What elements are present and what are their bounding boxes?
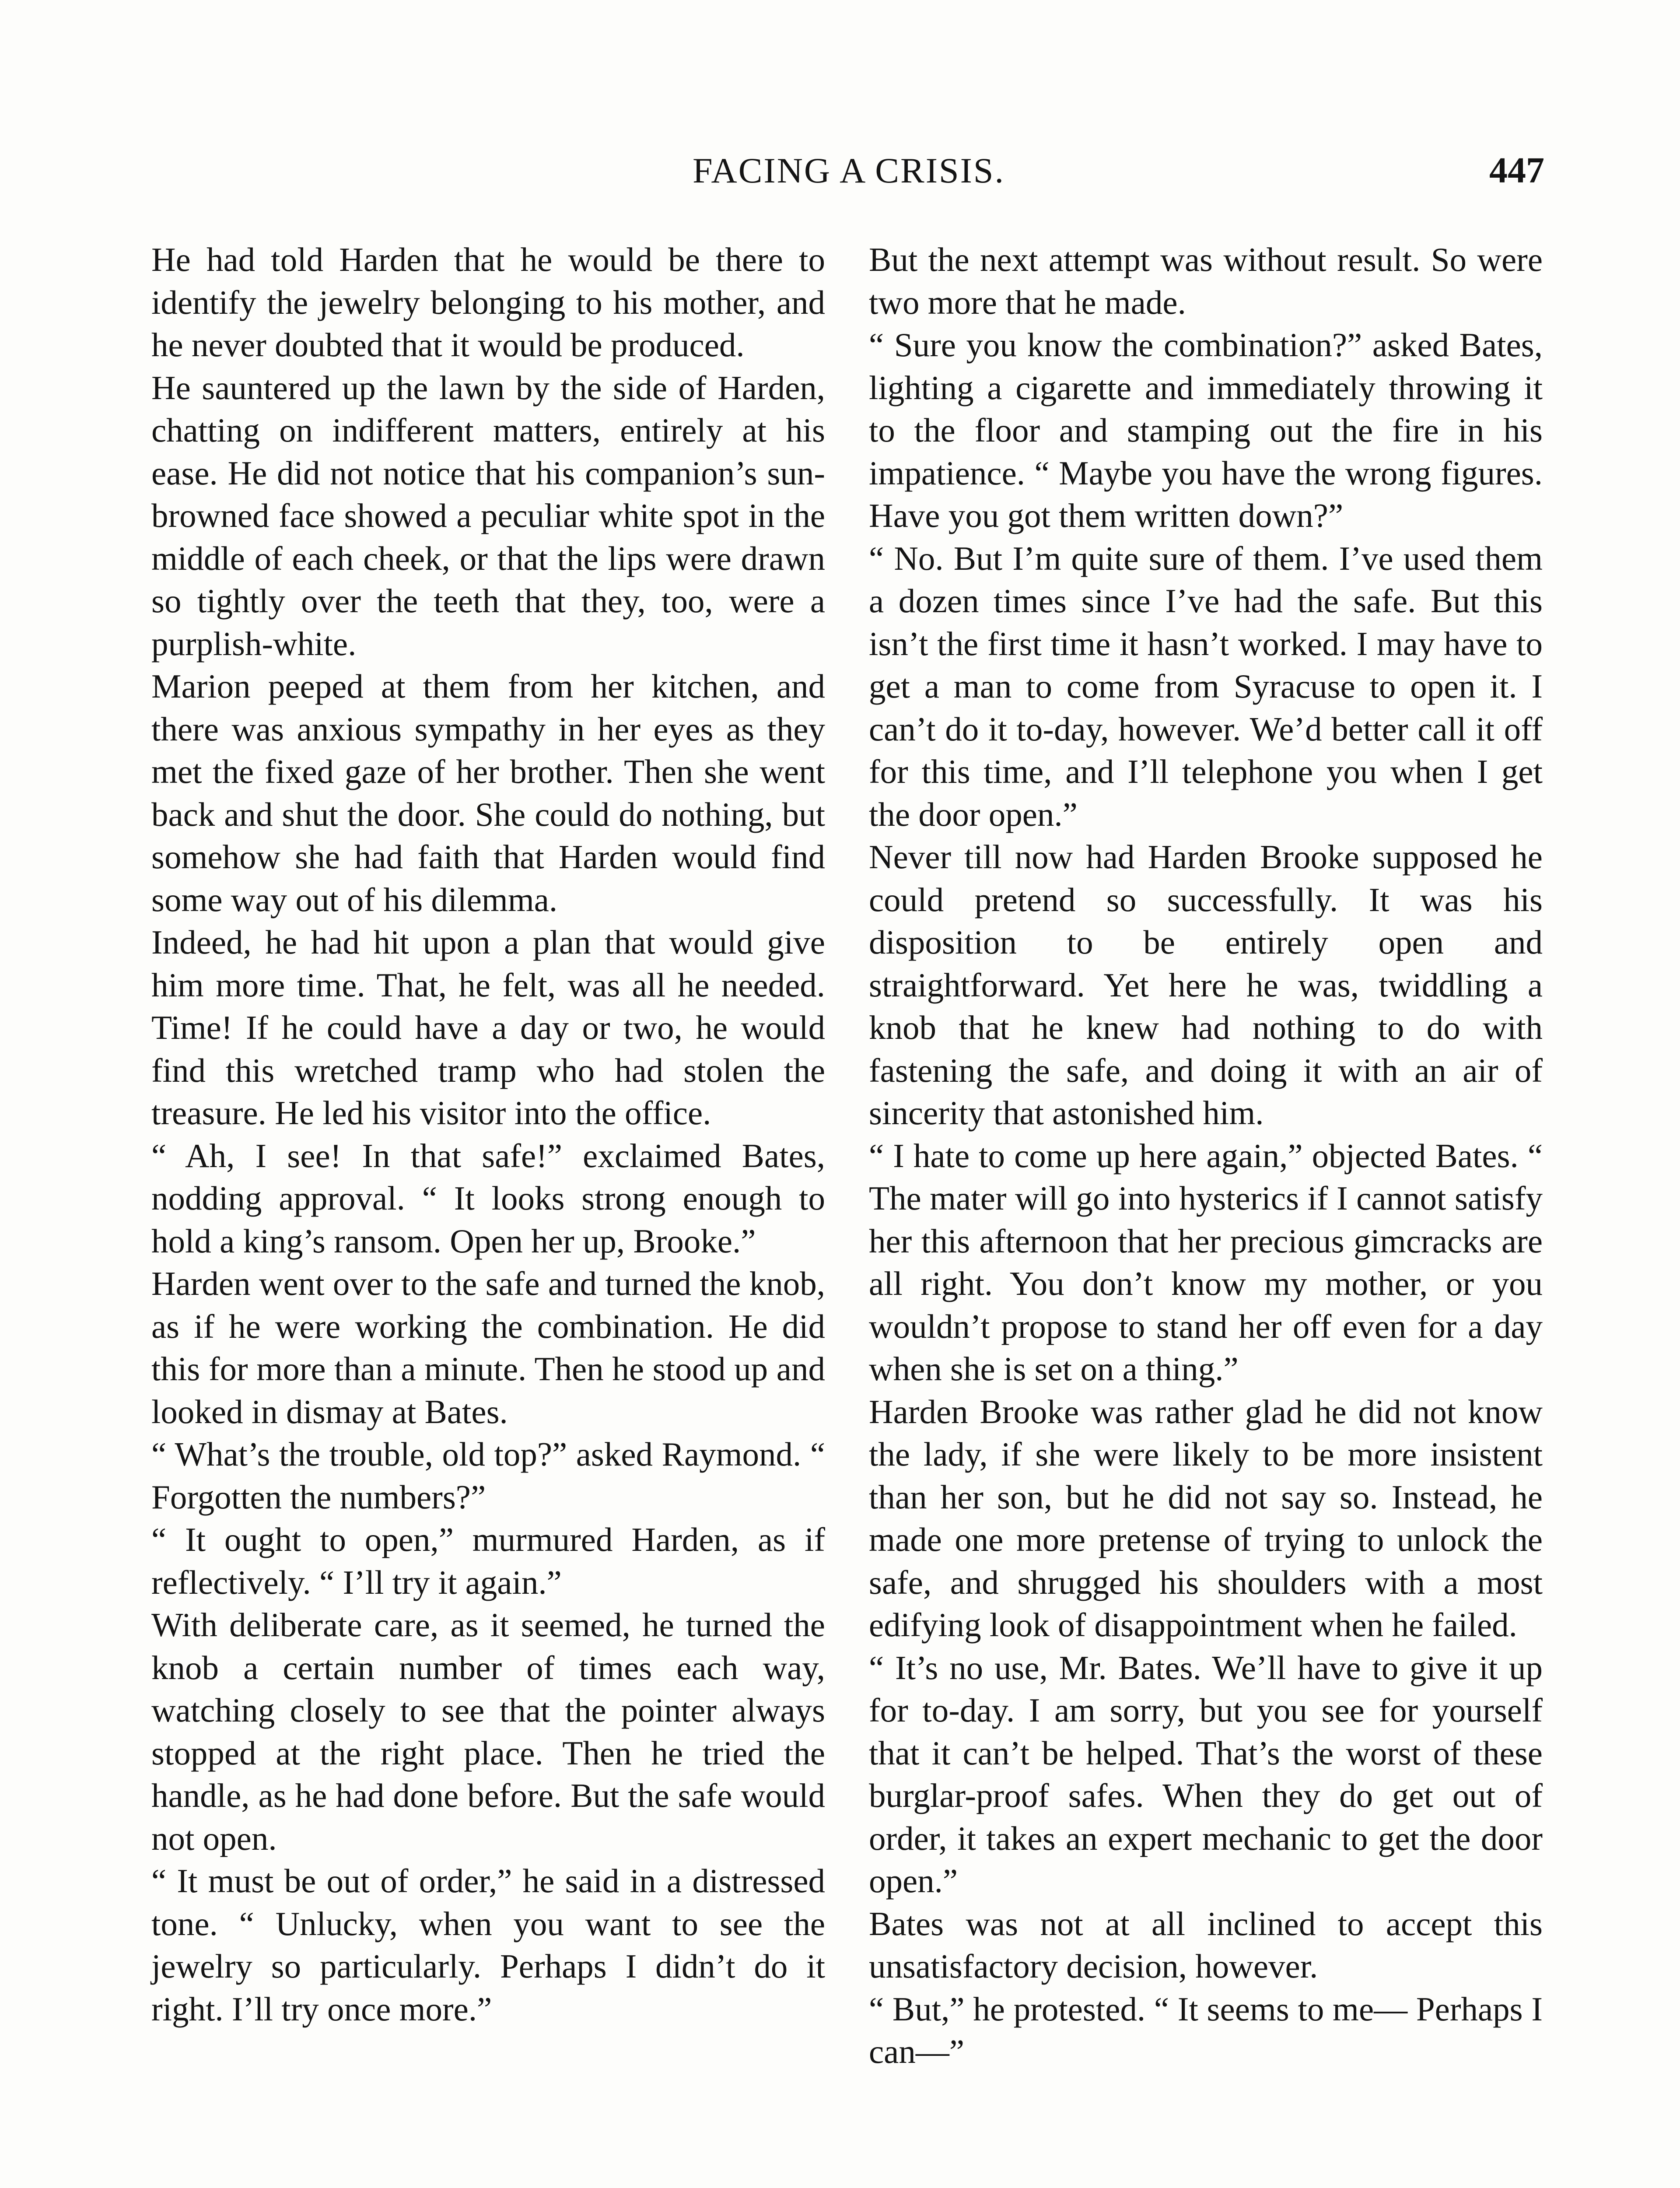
paragraph: “ It ought to open,” murmured Harden, as if reflectively. “ I’ll try it again.”	[151, 1521, 825, 1601]
paragraph: “ Ah, I see! In that safe!” exclaimed Bates, nodding approval. “ It looks strong enough to hold a king’s ransom. Open her up, Brooke.”	[151, 1136, 825, 1260]
paragraph: “ But,” he protested. “ It seems to me— Perhaps I can—”	[869, 1990, 1543, 2070]
page-header	[153, 144, 1544, 210]
paragraph: Indeed, he had hit upon a plan that would give him more time. That, he felt, was all he needed. Time! If he could have a day or two, he would find this wretched tramp who had stolen the treasure. He led his visitor into the office.	[151, 923, 825, 1132]
paragraph: Harden went over to the safe and turned the knob, as if he were working the combination. He did this for more than a minute. Then he stood up and looked in dismay at Bates.	[151, 1265, 825, 1431]
page-number: 447	[1489, 150, 1544, 191]
paragraph: Bates was not at all inclined to accept this unsatisfactory decision, however.	[869, 1904, 1543, 1985]
paragraph: “ No. But I’m quite sure of them. I’ve used them a dozen times since I’ve had the safe. But this isn’t the first time it hasn’t worked. I may have to get a man to come from Syracuse to open it. I can’t do it to-day, however. We’d better call it off for this time, and I’ll telephone you when I get the door open.”	[869, 539, 1543, 833]
paragraph: But the next attempt was without result. So were two more that he made.	[869, 241, 1543, 321]
paragraph: He sauntered up the lawn by the side of Harden, chatting on indifferent matters, entirely at his ease. He did not notice that his companion’s sun-browned face showed a peculiar white spot in the middle of each cheek, or that the lips were drawn so tightly over the teeth that they, too, were a purplish-white.	[151, 368, 825, 663]
paragraph: “ Sure you know the combination?” asked Bates, lighting a cigarette and immediately throwing it to the floor and stamping out the fire in his impatience. “ Maybe you have the wrong figures. Have you got them written down?”	[869, 326, 1543, 534]
running-title: FACING A CRISIS.	[692, 151, 1005, 190]
paragraph: “ It’s no use, Mr. Bates. We’ll have to give it up for to-day. I am sorry, but you see for yourself that it can’t be helped. That’s the worst of these burglar-proof safes. When they do get out of order, it takes an expert mechanic to get the door open.”	[869, 1648, 1543, 1900]
paragraph: With deliberate care, as it seemed, he turned the knob a certain number of times each way, watching closely to see that the pointer always stopped at the right place. Then he tried the handle, as he had done before. But the safe would not open.	[151, 1606, 825, 1857]
paragraph: “ It must be out of order,” he said in a distressed tone. “ Unlucky, when you want to see the jewelry so particularly. Perhaps I didn’t do it right. I’ll try once more.”	[151, 1862, 825, 2028]
paragraph: “ What’s the trouble, old top?” asked Raymond. “ Forgotten the numbers?”	[151, 1435, 825, 1516]
paragraph: He had told Harden that he would be there to identify the jewelry belonging to his mother, and he never doubted that it would be produced.	[151, 241, 825, 364]
right-column	[869, 238, 1543, 2073]
paragraph: Marion peeped at them from her kitchen, and there was anxious sympathy in her eyes as they met the fixed gaze of her brother. Then she went back and shut the door. She could do nothing, but somehow she had faith that Harden would find some way out of his dilemma.	[151, 667, 825, 919]
paragraph: Harden Brooke was rather glad he did not know the lady, if she were likely to be more insistent than her son, but he did not say so. Instead, he made one more pretense of trying to unlock the safe, and shrugged his shoulders with a most edifying look of disappointment when he failed.	[869, 1392, 1543, 1644]
left-column	[151, 238, 825, 2030]
paragraph: “ I hate to come up here again,” objected Bates. “ The mater will go into hysterics if I cannot satisfy her this afternoon that her precious gimcracks are all right. You don’t know my mother, or you wouldn’t propose to stand her off even for a day when she is set on a thing.”	[869, 1136, 1543, 1388]
paragraph: Never till now had Harden Brooke supposed he could pretend so successfully. It was his disposition to be entirely open and straightforward. Yet here he was, twiddling a knob that he knew had nothing to do with fastening the safe, and doing it with an air of sincerity that astonished him.	[869, 838, 1543, 1132]
